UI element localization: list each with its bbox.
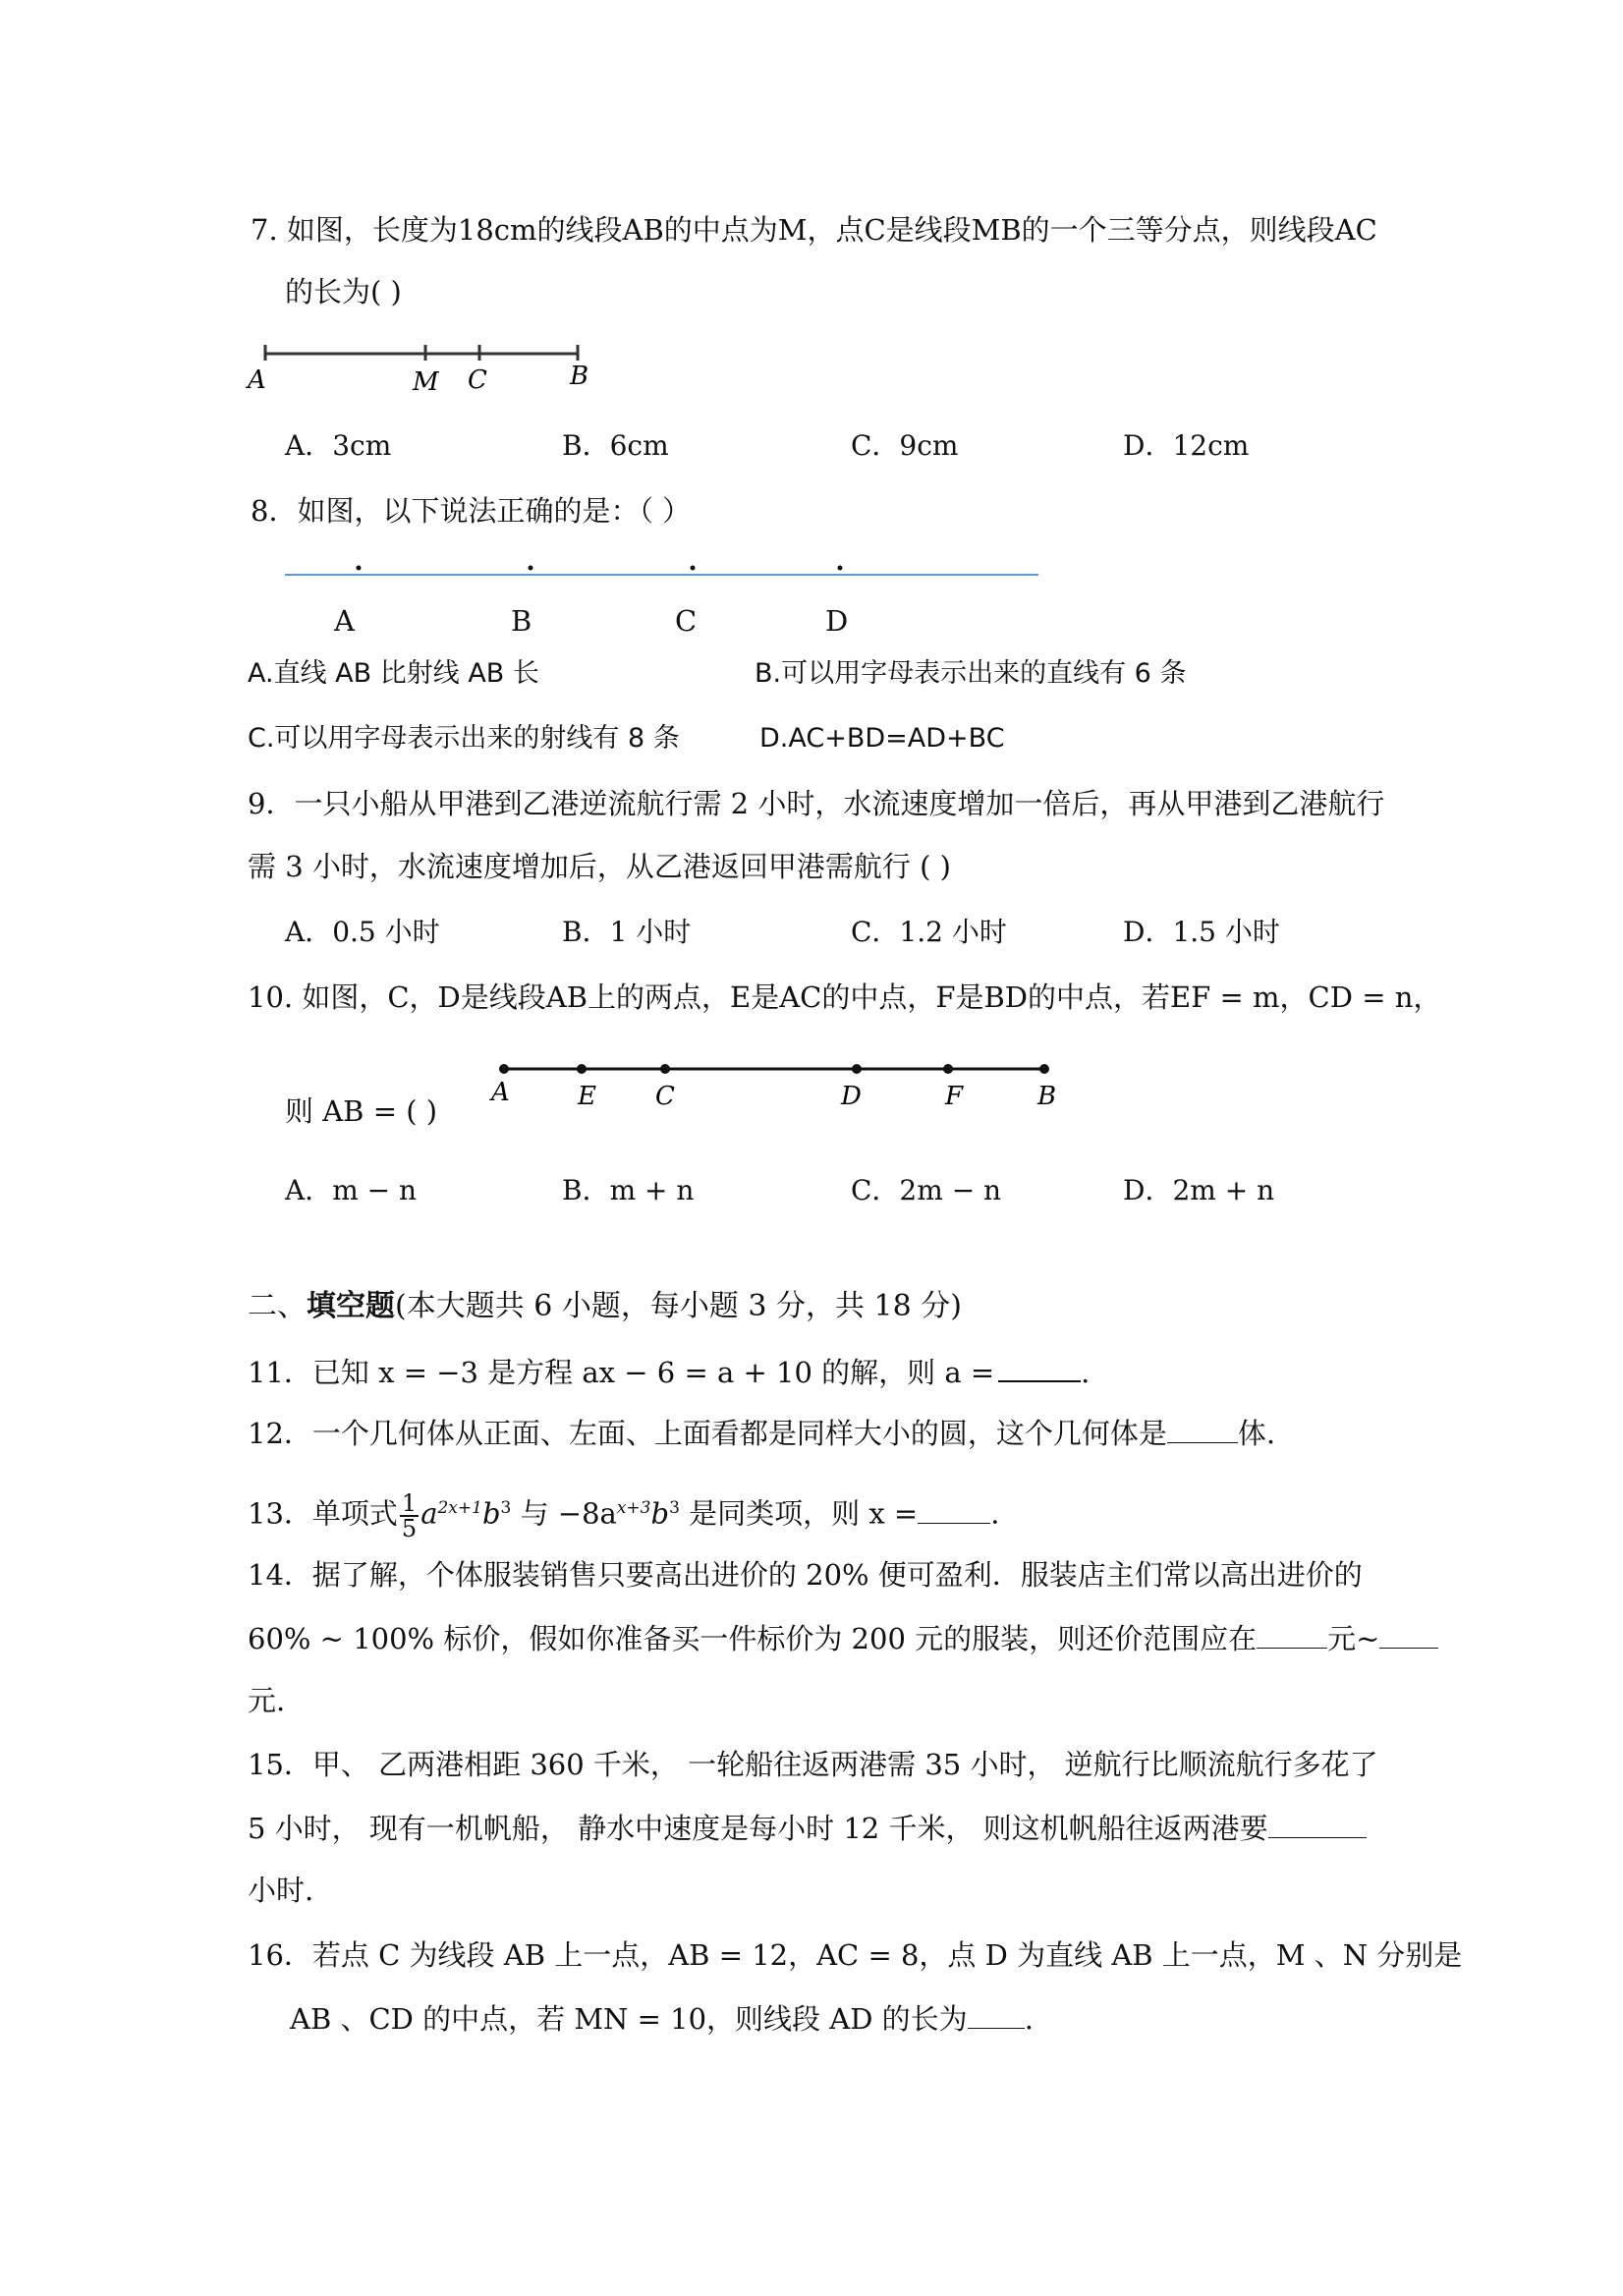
q8-line1: 8．如图，以下说法正确的是：（ ）	[251, 494, 692, 528]
q11-text: 11．已知 x = −3 是方程 ax − 6 = a + 10 的解，则 a =	[248, 1356, 995, 1389]
q13-end: .	[990, 1496, 1000, 1531]
q10-option-a: A．m − n	[285, 1174, 418, 1206]
q9-line2: 需 3 小时，水流速度增加后，从乙港返回甲港需航行 ( )	[248, 850, 951, 883]
q15-line2-text: 5 小时， 现有一机帆船， 静水中速度是每小时 12 千米， 则这机帆船往返两港要	[248, 1812, 1268, 1845]
q8-option-a: A.直线 AB 比射线 AB 长	[248, 658, 539, 689]
q7-label-c: C	[468, 365, 487, 395]
q10-label-e: E	[578, 1082, 596, 1110]
q14-line1: 14．据了解，个体服装销售只要高出进价的 20% 便可盈利．服装店主们常以高出进价的	[248, 1558, 1363, 1592]
q13-var-b: b	[481, 1496, 501, 1531]
q13-fraction	[400, 1488, 419, 1542]
q9-option-d: D．1.5 小时	[1123, 916, 1280, 948]
q10-option-c: C．2m − n	[851, 1174, 1002, 1206]
q10-label-a: A	[491, 1078, 510, 1107]
q13-frac-num: 1	[401, 1488, 418, 1517]
q10-option-b: B．m + n	[562, 1174, 695, 1206]
q13-exp1: 2x+1	[437, 1498, 482, 1518]
q8-label-c: C	[675, 604, 698, 638]
q16-line1: 16．若点 C 为线段 AB 上一点，AB = 12，AC = 8，点 D 为直线 AB 上一点，M 、N 分别是	[248, 1938, 1463, 1972]
section2-title-suffix: (本大题共 6 小题，每小题 3 分，共 18 分)	[395, 1289, 962, 1323]
q11-end: .	[1081, 1356, 1091, 1389]
q12-text: 12．一个几何体从正面、左面、上面看都是同样大小的圆，这个几何体是	[248, 1417, 1167, 1450]
q7-label-m: M	[413, 367, 439, 397]
q16-answer-blank[interactable]	[968, 1998, 1025, 2029]
q14-line2b: 元~	[1327, 1622, 1380, 1655]
q13-answer-blank[interactable]	[918, 1489, 990, 1524]
section2-title-prefix: 二、	[248, 1289, 307, 1323]
q8-label-d: D	[825, 604, 849, 638]
q7-label-b: B	[570, 362, 589, 391]
q9-line1: 9．一只小船从甲港到乙港逆流航行需 2 小时，水流速度增加一倍后，再从甲港到乙港航行	[248, 787, 1385, 820]
q13-exp3: x+3	[616, 1498, 651, 1518]
q14-answer-blank-2[interactable]	[1379, 1618, 1438, 1649]
section2-title	[248, 1287, 962, 1326]
q14-answer-blank-1[interactable]	[1257, 1618, 1327, 1649]
q10-label-f: F	[945, 1082, 964, 1110]
q15-line2	[248, 1808, 1367, 1848]
section2-title-bold: 填空题	[307, 1289, 395, 1323]
q7-line2: 的长为( )	[285, 275, 402, 308]
q10-line2: 则 AB = ( )	[285, 1094, 438, 1128]
q10-option-d: D．2m + n	[1123, 1174, 1275, 1206]
q14-line3: 元.	[248, 1684, 286, 1717]
q10-label-c: C	[655, 1082, 675, 1110]
q9-option-b: B．1 小时	[562, 916, 692, 948]
q7-line1: 7. 如图，长度为18cm的线段AB的中点为M，点C是线段MB的一个三等分点，则线段AC	[251, 213, 1377, 247]
q14-line2	[248, 1618, 1438, 1658]
q16-line2-text: AB 、CD 的中点，若 MN = 10，则线段 AD 的长为	[290, 2002, 968, 2036]
q16-end: .	[1024, 2002, 1034, 2036]
q8-option-b: B.可以用字母表示出来的直线有 6 条	[755, 658, 1187, 689]
q8-option-d: D.AC+BD=AD+BC	[759, 723, 1005, 754]
q13-after: 是同类项，则 x =	[679, 1496, 919, 1531]
q10-label-d: D	[841, 1082, 862, 1110]
q15-answer-blank[interactable]	[1268, 1808, 1367, 1838]
q15-line1: 15．甲、 乙两港相距 360 千米， 一轮船往返两港需 35 小时， 逆航行比顺流航行多花了	[248, 1748, 1378, 1781]
q13-exp2: 3	[500, 1498, 512, 1518]
q7-option-a: A．3cm	[285, 429, 392, 462]
q11-answer-blank[interactable]	[998, 1351, 1081, 1382]
q15-line3: 小时.	[248, 1874, 314, 1907]
q13-mid3: 与 −8a	[511, 1496, 617, 1531]
q7-option-c: C．9cm	[851, 429, 959, 462]
q8-line-figure	[280, 555, 1046, 585]
q10-label-b: B	[1037, 1082, 1057, 1110]
q9-option-c: C．1.2 小时	[851, 916, 1007, 948]
q8-label-a: A	[334, 604, 355, 638]
q12-line	[248, 1413, 1275, 1453]
q13-text: 13．单项式	[248, 1496, 398, 1531]
q7-option-d: D．12cm	[1123, 429, 1250, 462]
q16-line2	[290, 1998, 1034, 2039]
q14-line2a: 60% ~ 100% 标价，假如你准备买一件标价为 200 元的服装，则还价范围应在	[248, 1622, 1258, 1655]
q10-segment-figure	[481, 1051, 1071, 1110]
q7-segment-figure	[236, 339, 609, 398]
q8-label-b: B	[511, 604, 532, 638]
q8-option-c: C.可以用字母表示出来的射线有 8 条	[248, 723, 680, 754]
q13-line	[248, 1479, 999, 1543]
q7-option-b: B．6cm	[562, 429, 669, 462]
q13-frac-den: 5	[401, 1514, 418, 1542]
q12-answer-blank[interactable]	[1167, 1413, 1238, 1443]
q13-var-a: a	[420, 1496, 438, 1531]
q10-line1: 10. 如图，C，D是线段AB上的两点，E是AC的中点，F是BD的中点，若EF = m，CD = n，	[248, 980, 1442, 1014]
q11-line	[248, 1351, 1090, 1392]
q9-option-a: A．0.5 小时	[285, 916, 440, 948]
q13-exp4: 3	[669, 1498, 680, 1518]
q7-label-a: A	[248, 365, 266, 395]
q13-var-b2: b	[650, 1496, 670, 1531]
q12-end: 体.	[1237, 1417, 1276, 1450]
